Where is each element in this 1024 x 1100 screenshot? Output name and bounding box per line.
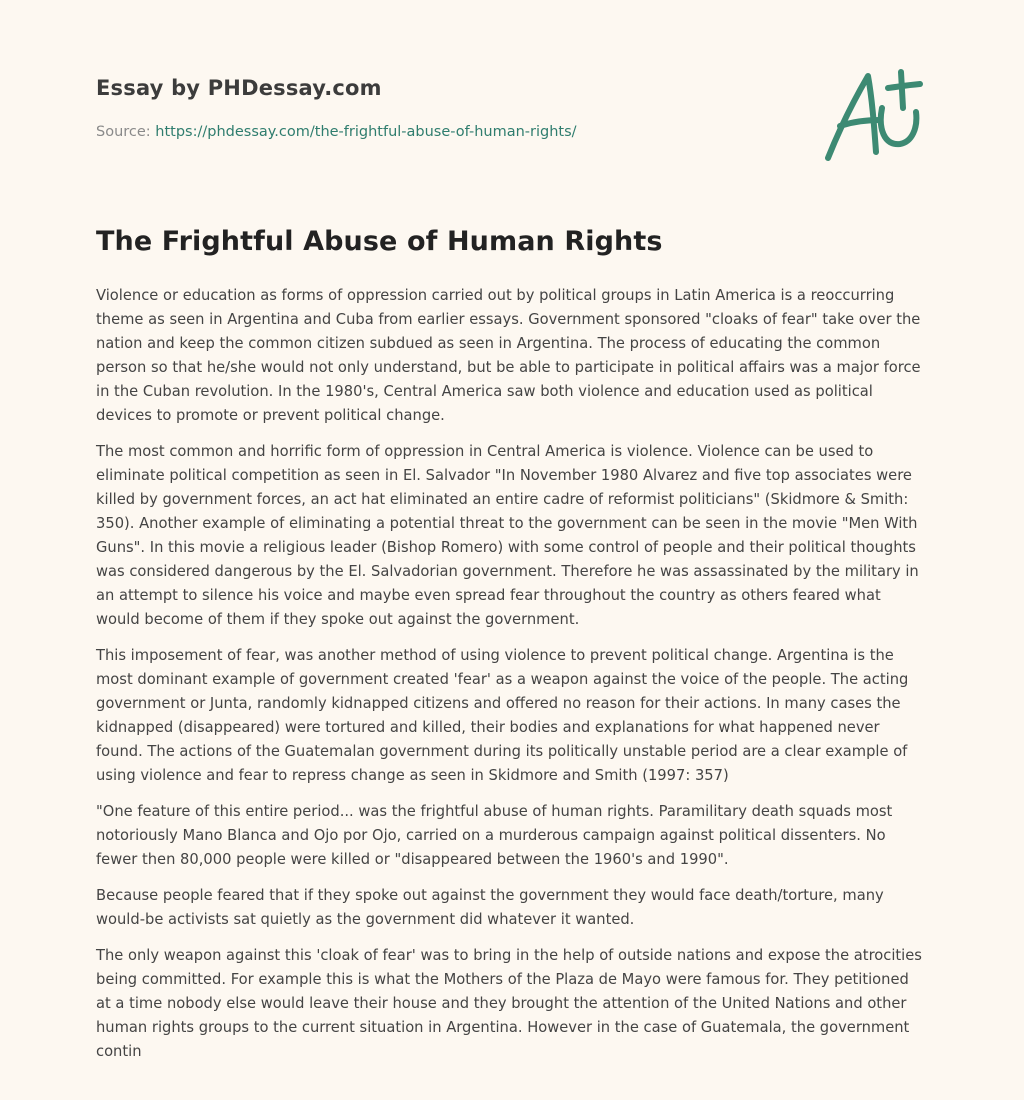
source-label: Source:	[96, 124, 156, 140]
essay-page	[96, 0, 928, 1100]
essay-body	[96, 284, 928, 1076]
essay-paragraph: "One feature of this entire period... was the frightful abuse of human rights. Paramilitary death squads most notoriously Mano Blanca and Ojo por Ojo, carried on a murderous campaign against political dissenters. No fewer then 80,000 people were killed or "disappeared between the 1960's and 1990".	[96, 803, 893, 868]
essay-paragraph: Because people feared that if they spoke out against the government they would face death/torture, many would-be activists sat quietly as the government did whatever it wanted.	[96, 887, 884, 928]
source-link[interactable]: https://phdessay.com/the-frightful-abuse-of-human-rights/	[155, 124, 577, 140]
source-line	[96, 124, 577, 140]
essay-paragraph: The most common and horrific form of oppression in Central America is violence. Violence can be used to eliminate political competition as seen in El. Salvador "In November 1980 Alvarez and five top associates were killed by government forces, an act hat eliminated an entire cadre of reformist politicians" (Skidmore & Smith: 350). Another example of eliminating a potential threat to the government can be seen in the movie "Men With Guns". In this movie a religious leader (Bishop Romero) with some control of people and their political thoughts was considered dangerous by the El. Salvadorian government. Therefore he was assassinated by the military in an attempt to silence his voice and maybe even spread fear throughout the country as others feared what would become of them if they spoke out against the government.	[96, 443, 919, 628]
a-plus-logo-icon	[820, 62, 932, 174]
essay-paragraph: The only weapon against this 'cloak of fear' was to bring in the help of outside nations and expose the atrocities being committed. For example this is what the Mothers of the Plaza de Mayo were famous for. They petitioned at a time nobody else would leave their house and they brought the attention of the United Nations and other human rights groups to the current situation in Argentina. However in the case of Guatemala, the government contin	[96, 947, 922, 1060]
essay-paragraph: This imposement of fear, was another method of using violence to prevent political change. Argentina is the most dominant example of government created 'fear' as a weapon against the voice of the people. The acting government or Junta, randomly kidnapped citizens and offered no reason for their actions. In many cases the kidnapped (disappeared) were tortured and killed, their bodies and explanations for what happened never found. The actions of the Guatemalan government during its politically unstable period are a clear example of using violence and fear to repress change as seen in Skidmore and Smith (1997: 357)	[96, 647, 909, 784]
site-brand: Essay by PHDessay.com	[96, 76, 382, 100]
essay-paragraph: Violence or education as forms of oppression carried out by political groups in Latin America is a reoccurring theme as seen in Argentina and Cuba from earlier essays. Government sponsored "cloaks of fear" take over the nation and keep the common citizen subdued as seen in Argentina. The process of educating the common person so that he/she would not only understand, but be able to participate in political affairs was a major force in the Cuban revolution. In the 1980's, Central America saw both violence and education used as political devices to promote or prevent political change.	[96, 287, 921, 424]
essay-title: The Frightful Abuse of Human Rights	[96, 226, 663, 257]
